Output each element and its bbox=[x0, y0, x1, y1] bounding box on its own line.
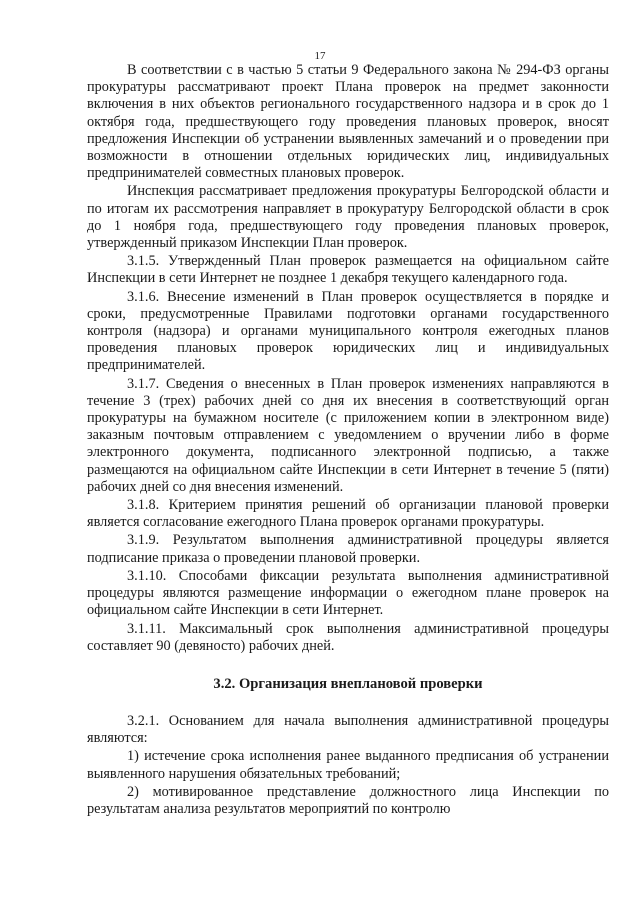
paragraph: В соответствии с в частью 5 статьи 9 Федерального закона № 294-ФЗ органы прокуратуры рассматривают проект Плана проверок на предмет законности включения в них объектов регионального государственного надзора и в срок до 1 октября года, предшествующего году проведения плановых проверок, вносят предложения Инспекции об устранении выявленных замечаний и о проведении при возможности в отношении отдельных юридических лиц, индивидуальных предпринимателей совместных плановых проверок. bbox=[87, 62, 609, 182]
paragraph-3-1-8: 3.1.8. Критерием принятия решений об организации плановой проверки является согласование ежегодного Плана проверок органами прокуратуры. bbox=[87, 497, 609, 531]
list-item: 2) мотивированное представление должностного лица Инспекции по результатам анализа результатов мероприятий по контролю bbox=[87, 783, 609, 817]
paragraph-3-1-5: 3.1.5. Утвержденный План проверок размещается на официальном сайте Инспекции в сети Интернет не позднее 1 декабря текущего календарного года. bbox=[87, 253, 609, 287]
section-heading: 3.2. Организация внеплановой проверки bbox=[213, 675, 483, 692]
paragraph-3-1-11: 3.1.11. Максимальный срок выполнения административной процедуры составляет 90 (девяносто) рабочих дней. bbox=[87, 620, 609, 654]
document-body bbox=[87, 62, 609, 818]
paragraph: Инспекция рассматривает предложения прокуратуры Белгородской области и по итогам их рассмотрения направляет в прокуратуру Белгородской области в срок до 1 ноября года, предшествующего году проведения плановых проверок, утвержденный приказом Инспекции План проверок. bbox=[87, 183, 609, 252]
page-number: 17 bbox=[314, 50, 326, 62]
paragraph-3-1-6: 3.1.6. Внесение изменений в План проверок осуществляется в порядке и сроки, предусмотренные Правилами подготовки органами государственного контроля (надзора) и органами муниципального контроля ежегодных планов проведения плановых проверок юридических лиц и индивидуальных предпринимателей. bbox=[87, 288, 609, 374]
paragraph-3-1-7: 3.1.7. Сведения о внесенных в План проверок изменениях направляются в течение 3 (трех) рабочих дней со дня их внесения в соответствующий орган прокуратуры на бумажном носителе (с приложением копии в электронном виде) заказным почтовым отправлением с уведомлением о вручении либо в форме электронного документа, подписанного электронной подписью, а также размещаются на официальном сайте Инспекции в сети Интернет в течение 5 (пяти) рабочих дней со дня внесения изменений. bbox=[87, 375, 609, 495]
paragraph-3-1-10: 3.1.10. Способами фиксации результата выполнения административной процедуры являются размещение информации о ежегодном плане проверок на официальном сайте Инспекции в сети Интернет. bbox=[87, 567, 609, 619]
list-item: 1) истечение срока исполнения ранее выданного предписания об устранении выявленного нарушения обязательных требований; bbox=[87, 748, 609, 782]
paragraph-3-2-1: 3.2.1. Основанием для начала выполнения административной процедуры являются: bbox=[87, 712, 609, 747]
paragraph-3-1-9: 3.1.9. Результатом выполнения административной процедуры является подписание приказа о проведении плановой проверки. bbox=[87, 532, 609, 566]
